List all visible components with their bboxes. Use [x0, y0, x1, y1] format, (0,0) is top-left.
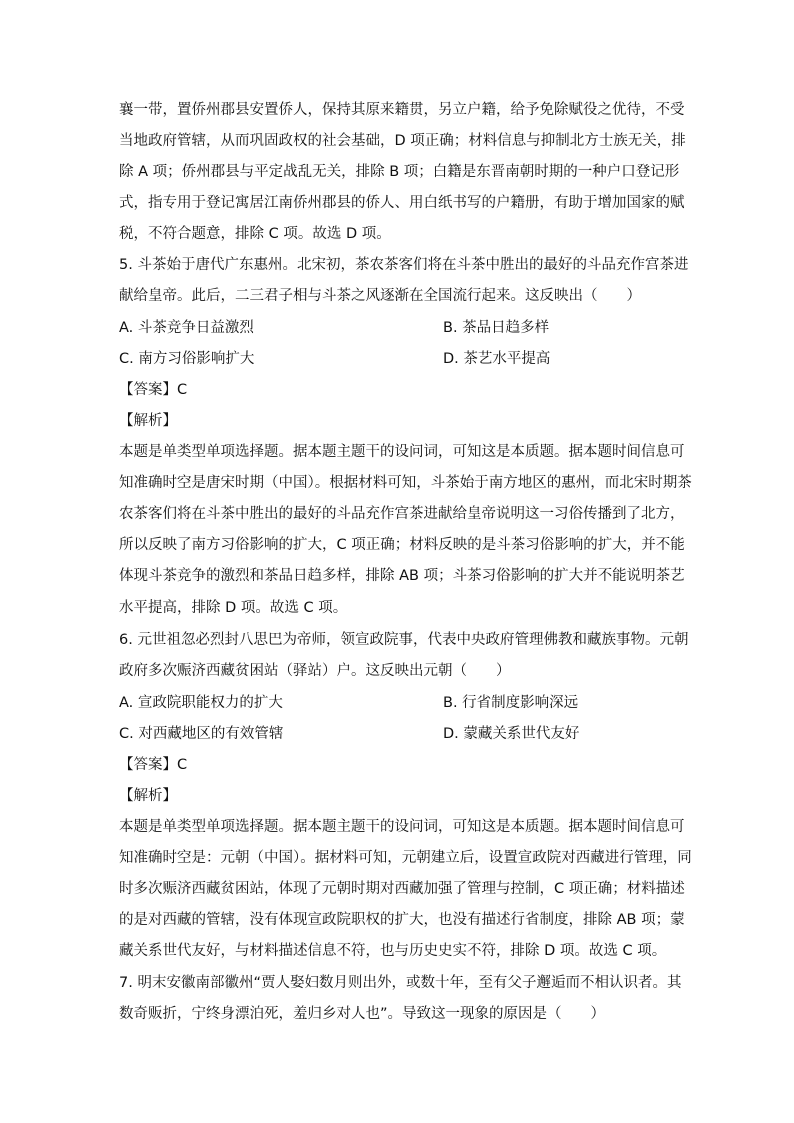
q6-option-c: C. 对西藏地区的有效管辖: [119, 726, 284, 742]
q6-analysis-title: 【解析】: [119, 788, 177, 804]
q5-analysis-line: 本题是单类型单项选择题。据本题主题干的设问词，可知这是本质题。据本题时间信息可: [119, 444, 685, 460]
q6-analysis-line: 藏关系世代友好，与材料描述信息不符，也与历史史实不符，排除 D 项。故选 C 项。: [119, 943, 667, 959]
q5-option-d: D. 茶艺水平提高: [443, 351, 551, 367]
q5-option-c: C. 南方习俗影响扩大: [119, 351, 255, 367]
q6-stem-line: 6. 元世祖忽必烈封八思巴为帝师，领宣政院事，代表中央政府管理佛教和藏族事物。元朝: [119, 632, 689, 648]
q5-stem-line: 5. 斗茶始于唐代广东惠州。北宋初，茶农茶客们将在斗茶中胜出的最好的斗品充作宫茶进: [119, 257, 689, 273]
q5-analysis-line: 体现斗茶竞争的激烈和茶品日趋多样，排除 AB 项；斗茶习俗影响的扩大并不能说明茶艺: [119, 568, 685, 584]
q7-stem-line: 数奇贩折，宁终身漂泊死，羞归乡对人也”。导致这一现象的原因是（ ）: [119, 1006, 606, 1022]
prev-analysis-line: 除 A 项；侨州郡县与平定战乱无关，排除 B 项；白籍是东晋南朝时期的一种户口登记形: [119, 164, 680, 180]
q6-option-b: B. 行省制度影响深远: [443, 695, 579, 711]
q5-analysis-line: 知准确时空是唐宋时期（中国）。根据材料可知，斗茶始于南方地区的惠州，而北宋时期茶: [119, 475, 692, 491]
prev-analysis-line: 税，不符合题意，排除 C 项。故选 D 项。: [119, 226, 391, 242]
q5-analysis-line: 所以反映了南方习俗影响的扩大，C 项正确；材料反映的是斗茶习俗影响的扩大，并不能: [119, 537, 685, 553]
q5-option-b: B. 茶品日趋多样: [443, 320, 550, 336]
q6-option-a: A. 宣政院职能权力的扩大: [119, 695, 283, 711]
q6-stem-line: 政府多次赈济西藏贫困站（驿站）户。这反映出元朝（ ）: [119, 663, 511, 679]
q6-option-d: D. 蒙藏关系世代友好: [443, 726, 580, 742]
q6-analysis-line: 的是对西藏的管辖，没有体现宣政院职权的扩大，也没有描述行省制度，排除 AB 项；蒙: [119, 912, 685, 928]
q5-analysis-title: 【解析】: [119, 413, 177, 429]
q6-analysis-line: 时多次赈济西藏贫困站，体现了元朝时期对西藏加强了管理与控制，C 项正确；材料描述: [119, 881, 685, 897]
q5-stem-line: 献给皇帝。此后，二三君子相与斗茶之风逐渐在全国流行起来。这反映出（ ）: [119, 288, 641, 304]
q5-analysis-line: 农茶客们将在斗茶中胜出的最好的斗品充作宫茶进献给皇帝说明这一习俗传播到了北方，: [119, 506, 685, 522]
q5-answer: 【答案】C: [119, 382, 188, 398]
q6-answer: 【答案】C: [119, 757, 188, 773]
q6-analysis-line: 本题是单类型单项选择题。据本题主题干的设问词，可知这是本质题。据本题时间信息可: [119, 819, 685, 835]
prev-analysis-line: 当地政府管辖，从而巩固政权的社会基础，D 项正确；材料信息与抑制北方士族无关，排: [119, 133, 686, 149]
q5-option-a: A. 斗茶竞争日益激烈: [119, 320, 254, 336]
prev-analysis-line: 襄一带，置侨州郡县安置侨人，保持其原来籍贯，另立户籍，给予免除赋役之优待，不受: [119, 102, 685, 118]
q7-stem-line: 7. 明末安徽南部徽州“贾人娶妇数月则出外，或数十年，至有父子邂逅而不相认识者。其: [119, 975, 682, 991]
q5-analysis-line: 水平提高，排除 D 项。故选 C 项。: [119, 600, 348, 616]
q6-analysis-line: 知准确时空是：元朝（中国）。据材料可知，元朝建立后，设置宣政院对西藏进行管理，同: [119, 850, 692, 866]
prev-analysis-line: 式，指专用于登记寓居江南侨州郡县的侨人、用白纸书写的户籍册，有助于增加国家的赋: [119, 195, 685, 211]
